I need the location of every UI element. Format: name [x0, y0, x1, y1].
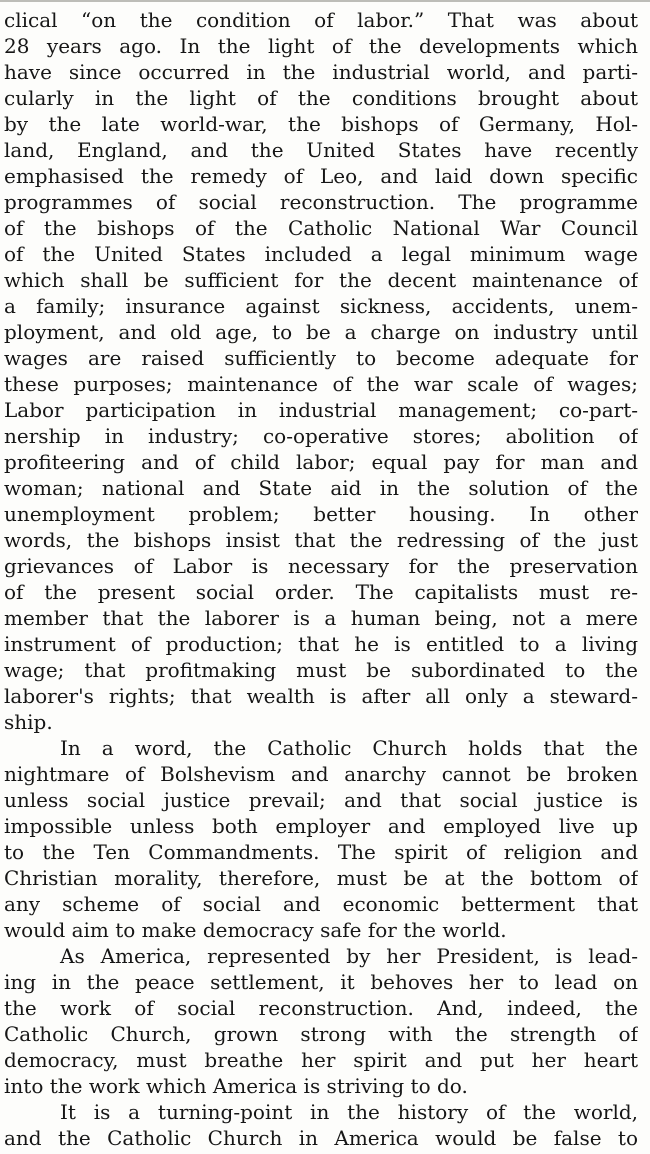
text-line: of the United States included a legal minimum wage [4, 242, 638, 266]
text-line: democracy, must breathe her spirit and put her heart [4, 1048, 638, 1072]
text-line: nightmare of Bolshevism and anarchy cannot be broken [4, 762, 638, 786]
text-line: the work of social reconstruction. And, indeed, the [4, 996, 638, 1020]
text-line: ployment, and old age, to be a charge on industry until [4, 320, 638, 344]
text-line: instrument of production; that he is entitled to a living [4, 632, 638, 656]
text-line: As America, represented by her President, is lead- [60, 944, 638, 968]
text-line: cularly in the light of the conditions brought about [4, 86, 638, 110]
paragraph-3 [4, 943, 638, 1099]
text-line: profiteering and of child labor; equal pay for man and [4, 450, 638, 474]
text-line: of the bishops of the Catholic National War Council [4, 216, 638, 240]
text-line: programmes of social reconstruction. The programme [4, 190, 638, 214]
paragraph-4 [4, 1099, 638, 1151]
text-line: to the Ten Commandments. The spirit of religion and [4, 840, 638, 864]
text-line: have since occurred in the industrial world, and parti- [4, 60, 638, 84]
text-line: wages are raised sufficiently to become adequate for [4, 346, 638, 370]
text-line: unless social justice prevail; and that social justice is [4, 788, 638, 812]
text-line: ing in the peace settlement, it behoves her to lead on [4, 970, 638, 994]
text-line: a family; insurance against sickness, accidents, unem- [4, 294, 638, 318]
text-line: In a word, the Catholic Church holds that the [60, 736, 638, 760]
paragraph-1 [4, 7, 638, 735]
text-line: member that the laborer is a human being, not a mere [4, 606, 638, 630]
text-line: and the Catholic Church in America would be false to [4, 1126, 638, 1150]
text-line: words, the bishops insist that the redressing of the just [4, 528, 638, 552]
text-line: into the work which America is striving to do. [4, 1074, 468, 1098]
text-line: nership in industry; co-operative stores; abolition of [4, 424, 638, 448]
text-line: of the present social order. The capitalists must re- [4, 580, 638, 604]
text-line: Christian morality, therefore, must be at the bottom of [4, 866, 638, 890]
text-line: any scheme of social and economic betterment that [4, 892, 638, 916]
paragraph-2 [4, 735, 638, 943]
text-line: Labor participation in industrial management; co-part- [4, 398, 638, 422]
text-line: clical “on the condition of labor.” That was about [4, 8, 638, 32]
text-line: by the late world-war, the bishops of Germany, Hol- [4, 112, 638, 136]
text-line: land, England, and the United States have recently [4, 138, 638, 162]
text-line: 28 years ago. In the light of the developments which [4, 34, 638, 58]
text-line: grievances of Labor is necessary for the preservation [4, 554, 638, 578]
text-line: It is a turning-point in the history of the world, [60, 1100, 638, 1124]
text-line: would aim to make democracy safe for the world. [4, 918, 507, 942]
text-line: ship. [4, 710, 53, 734]
text-line: these purposes; maintenance of the war scale of wages; [4, 372, 638, 396]
text-line: emphasised the remedy of Leo, and laid down specific [4, 164, 638, 188]
text-line: impossible unless both employer and employed live up [4, 814, 638, 838]
text-line: Catholic Church, grown strong with the strength of [4, 1022, 638, 1046]
top-edge-rule [0, 0, 650, 2]
text-line: wage; that profitmaking must be subordinated to the [4, 658, 638, 682]
body-text [4, 7, 638, 1151]
text-line: laborer's rights; that wealth is after all only a steward- [4, 684, 638, 708]
text-line: which shall be sufficient for the decent maintenance of [4, 268, 638, 292]
text-line: woman; national and State aid in the solution of the [4, 476, 638, 500]
text-line: unemployment problem; better housing. In other [4, 502, 638, 526]
